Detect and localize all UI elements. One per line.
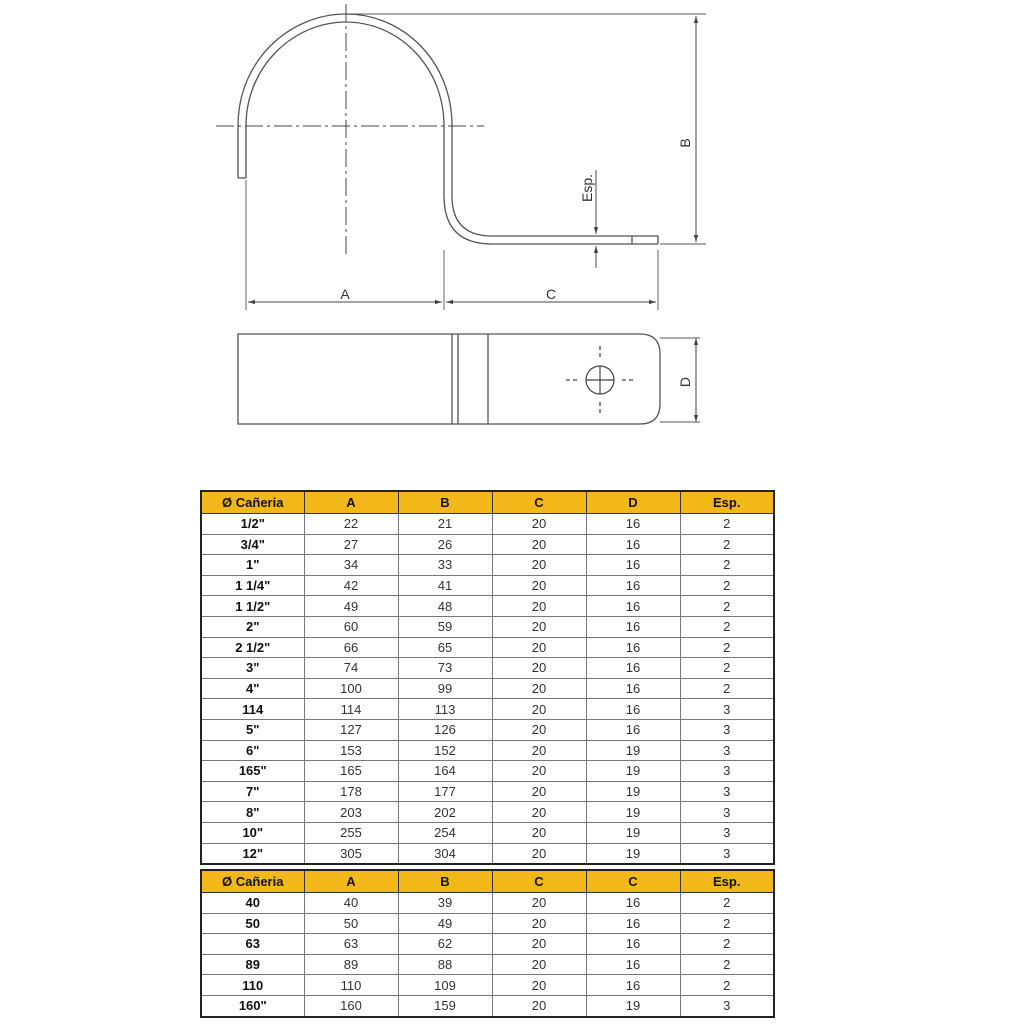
column-header: B bbox=[398, 870, 492, 893]
extension-lines bbox=[246, 14, 706, 310]
table-row bbox=[201, 699, 774, 720]
table-cell: 110 bbox=[304, 975, 398, 996]
table-cell: 3 bbox=[680, 781, 774, 802]
table-row bbox=[201, 616, 774, 637]
table-cell: 3 bbox=[680, 843, 774, 864]
column-header-pipe-diameter: Ø Cañeria bbox=[201, 491, 304, 514]
dim-c-label: C bbox=[545, 286, 557, 302]
table-cell: 89 bbox=[304, 954, 398, 975]
pipe-diameter-cell: 165" bbox=[201, 761, 304, 782]
table-cell: 26 bbox=[398, 534, 492, 555]
column-header: C bbox=[492, 491, 586, 514]
table-cell: 65 bbox=[398, 637, 492, 658]
table-row bbox=[201, 913, 774, 934]
table-cell: 20 bbox=[492, 934, 586, 955]
table-cell: 203 bbox=[304, 802, 398, 823]
table-cell: 16 bbox=[586, 616, 680, 637]
dimension-table-inch bbox=[200, 490, 775, 865]
table-cell: 159 bbox=[398, 995, 492, 1016]
table-cell: 20 bbox=[492, 740, 586, 761]
table-row bbox=[201, 802, 774, 823]
table-cell: 74 bbox=[304, 658, 398, 679]
table-cell: 2 bbox=[680, 555, 774, 576]
table-cell: 114 bbox=[304, 699, 398, 720]
column-header: A bbox=[304, 491, 398, 514]
table-cell: 16 bbox=[586, 678, 680, 699]
table-cell: 20 bbox=[492, 719, 586, 740]
table-cell: 164 bbox=[398, 761, 492, 782]
table-cell: 16 bbox=[586, 637, 680, 658]
table-cell: 16 bbox=[586, 514, 680, 535]
table-cell: 255 bbox=[304, 822, 398, 843]
table-cell: 16 bbox=[586, 954, 680, 975]
table-cell: 20 bbox=[492, 658, 586, 679]
table-cell: 202 bbox=[398, 802, 492, 823]
table-cell: 20 bbox=[492, 637, 586, 658]
dim-a-label: A bbox=[340, 286, 350, 302]
table-row bbox=[201, 934, 774, 955]
table-cell: 3 bbox=[680, 761, 774, 782]
table-row bbox=[201, 637, 774, 658]
table-cell: 16 bbox=[586, 934, 680, 955]
table-cell: 16 bbox=[586, 719, 680, 740]
table-cell: 62 bbox=[398, 934, 492, 955]
table-cell: 3 bbox=[680, 822, 774, 843]
pipe-diameter-cell: 3" bbox=[201, 658, 304, 679]
pipe-diameter-cell: 6" bbox=[201, 740, 304, 761]
table-cell: 22 bbox=[304, 514, 398, 535]
table-cell: 2 bbox=[680, 678, 774, 699]
table-cell: 20 bbox=[492, 555, 586, 576]
table-cell: 33 bbox=[398, 555, 492, 576]
table-cell: 2 bbox=[680, 596, 774, 617]
pipe-diameter-cell: 12" bbox=[201, 843, 304, 864]
dim-d-label: D bbox=[677, 376, 693, 388]
column-header: A bbox=[304, 870, 398, 893]
table-cell: 2 bbox=[680, 637, 774, 658]
clamp-top-view bbox=[238, 334, 700, 424]
table-cell: 21 bbox=[398, 514, 492, 535]
pipe-diameter-cell: 89 bbox=[201, 954, 304, 975]
table-cell: 39 bbox=[398, 893, 492, 914]
table-cell: 20 bbox=[492, 534, 586, 555]
table-row bbox=[201, 534, 774, 555]
table-row bbox=[201, 954, 774, 975]
bolt-hole-icon bbox=[566, 346, 634, 414]
table-cell: 49 bbox=[398, 913, 492, 934]
pipe-diameter-cell: 7" bbox=[201, 781, 304, 802]
pipe-diameter-cell: 3/4" bbox=[201, 534, 304, 555]
dimension-lines bbox=[248, 16, 696, 422]
table-cell: 19 bbox=[586, 802, 680, 823]
table-cell: 304 bbox=[398, 843, 492, 864]
table-cell: 152 bbox=[398, 740, 492, 761]
table-cell: 16 bbox=[586, 555, 680, 576]
table-cell: 16 bbox=[586, 913, 680, 934]
column-header: C bbox=[492, 870, 586, 893]
table-cell: 20 bbox=[492, 843, 586, 864]
dimension-table-metric bbox=[200, 869, 775, 1018]
pipe-diameter-cell: 1 1/2" bbox=[201, 596, 304, 617]
pipe-diameter-cell: 2" bbox=[201, 616, 304, 637]
pipe-diameter-cell: 63 bbox=[201, 934, 304, 955]
table-cell: 27 bbox=[304, 534, 398, 555]
clamp-side-view bbox=[238, 14, 658, 244]
pipe-diameter-cell: 114 bbox=[201, 699, 304, 720]
pipe-diameter-cell: 5" bbox=[201, 719, 304, 740]
table-row bbox=[201, 893, 774, 914]
table-cell: 3 bbox=[680, 802, 774, 823]
table-row bbox=[201, 822, 774, 843]
table-cell: 2 bbox=[680, 575, 774, 596]
table-cell: 254 bbox=[398, 822, 492, 843]
table-cell: 16 bbox=[586, 658, 680, 679]
table-cell: 16 bbox=[586, 534, 680, 555]
table-cell: 3 bbox=[680, 995, 774, 1016]
table-cell: 160 bbox=[304, 995, 398, 1016]
table-cell: 2 bbox=[680, 616, 774, 637]
table-cell: 2 bbox=[680, 534, 774, 555]
table-cell: 19 bbox=[586, 781, 680, 802]
pipe-diameter-cell: 1/2" bbox=[201, 514, 304, 535]
table-cell: 41 bbox=[398, 575, 492, 596]
table-cell: 178 bbox=[304, 781, 398, 802]
pipe-diameter-cell: 2 1/2" bbox=[201, 637, 304, 658]
table-row bbox=[201, 995, 774, 1016]
table-row bbox=[201, 843, 774, 864]
table-cell: 127 bbox=[304, 719, 398, 740]
table-cell: 63 bbox=[304, 934, 398, 955]
table-cell: 2 bbox=[680, 514, 774, 535]
table-row bbox=[201, 658, 774, 679]
table-cell: 100 bbox=[304, 678, 398, 699]
pipe-diameter-cell: 40 bbox=[201, 893, 304, 914]
table-cell: 20 bbox=[492, 975, 586, 996]
table-cell: 2 bbox=[680, 954, 774, 975]
table-cell: 20 bbox=[492, 781, 586, 802]
table-row bbox=[201, 761, 774, 782]
table-cell: 3 bbox=[680, 699, 774, 720]
table-cell: 3 bbox=[680, 719, 774, 740]
table-cell: 16 bbox=[586, 575, 680, 596]
table-cell: 153 bbox=[304, 740, 398, 761]
pipe-diameter-cell: 10" bbox=[201, 822, 304, 843]
table-cell: 16 bbox=[586, 699, 680, 720]
table-cell: 42 bbox=[304, 575, 398, 596]
table-cell: 19 bbox=[586, 843, 680, 864]
table-cell: 2 bbox=[680, 913, 774, 934]
table-row bbox=[201, 555, 774, 576]
column-header: C bbox=[586, 870, 680, 893]
column-header: Esp. bbox=[680, 491, 774, 514]
table-cell: 20 bbox=[492, 995, 586, 1016]
table-cell: 20 bbox=[492, 893, 586, 914]
table-cell: 20 bbox=[492, 699, 586, 720]
column-header: Esp. bbox=[680, 870, 774, 893]
pipe-diameter-cell: 50 bbox=[201, 913, 304, 934]
table-cell: 20 bbox=[492, 616, 586, 637]
column-header-pipe-diameter: Ø Cañeria bbox=[201, 870, 304, 893]
table-cell: 3 bbox=[680, 740, 774, 761]
table-cell: 165 bbox=[304, 761, 398, 782]
table-cell: 19 bbox=[586, 761, 680, 782]
table-cell: 20 bbox=[492, 575, 586, 596]
table-cell: 2 bbox=[680, 934, 774, 955]
clamp-technical-drawing bbox=[0, 0, 1024, 470]
table-cell: 49 bbox=[304, 596, 398, 617]
table-row bbox=[201, 514, 774, 535]
table-cell: 48 bbox=[398, 596, 492, 617]
table-cell: 177 bbox=[398, 781, 492, 802]
table-cell: 66 bbox=[304, 637, 398, 658]
table-cell: 109 bbox=[398, 975, 492, 996]
table-cell: 16 bbox=[586, 596, 680, 617]
table-header-row bbox=[201, 491, 774, 514]
table-cell: 19 bbox=[586, 740, 680, 761]
table-cell: 2 bbox=[680, 658, 774, 679]
pipe-diameter-cell: 160" bbox=[201, 995, 304, 1016]
table-row bbox=[201, 678, 774, 699]
table-cell: 19 bbox=[586, 822, 680, 843]
column-header: D bbox=[586, 491, 680, 514]
table-cell: 20 bbox=[492, 761, 586, 782]
table-cell: 34 bbox=[304, 555, 398, 576]
table-row bbox=[201, 719, 774, 740]
table-cell: 2 bbox=[680, 893, 774, 914]
table-cell: 50 bbox=[304, 913, 398, 934]
table-row bbox=[201, 781, 774, 802]
table-cell: 73 bbox=[398, 658, 492, 679]
table-cell: 40 bbox=[304, 893, 398, 914]
table-cell: 20 bbox=[492, 514, 586, 535]
pipe-diameter-cell: 1" bbox=[201, 555, 304, 576]
table-row bbox=[201, 975, 774, 996]
table-cell: 2 bbox=[680, 975, 774, 996]
table-cell: 20 bbox=[492, 954, 586, 975]
table-cell: 99 bbox=[398, 678, 492, 699]
dim-esp-label: Esp. bbox=[579, 173, 595, 203]
table-row bbox=[201, 575, 774, 596]
dim-b-label: B bbox=[677, 138, 693, 148]
table-row bbox=[201, 740, 774, 761]
pipe-diameter-cell: 1 1/4" bbox=[201, 575, 304, 596]
table-cell: 305 bbox=[304, 843, 398, 864]
table-cell: 60 bbox=[304, 616, 398, 637]
table-cell: 88 bbox=[398, 954, 492, 975]
pipe-diameter-cell: 110 bbox=[201, 975, 304, 996]
table-cell: 16 bbox=[586, 893, 680, 914]
table-header-row bbox=[201, 870, 774, 893]
table-cell: 20 bbox=[492, 678, 586, 699]
table-cell: 20 bbox=[492, 822, 586, 843]
pipe-diameter-cell: 8" bbox=[201, 802, 304, 823]
table-cell: 20 bbox=[492, 802, 586, 823]
table-cell: 113 bbox=[398, 699, 492, 720]
table-cell: 126 bbox=[398, 719, 492, 740]
table-cell: 59 bbox=[398, 616, 492, 637]
table-cell: 16 bbox=[586, 975, 680, 996]
table-cell: 20 bbox=[492, 596, 586, 617]
column-header: B bbox=[398, 491, 492, 514]
pipe-diameter-cell: 4" bbox=[201, 678, 304, 699]
table-cell: 19 bbox=[586, 995, 680, 1016]
table-cell: 20 bbox=[492, 913, 586, 934]
table-row bbox=[201, 596, 774, 617]
